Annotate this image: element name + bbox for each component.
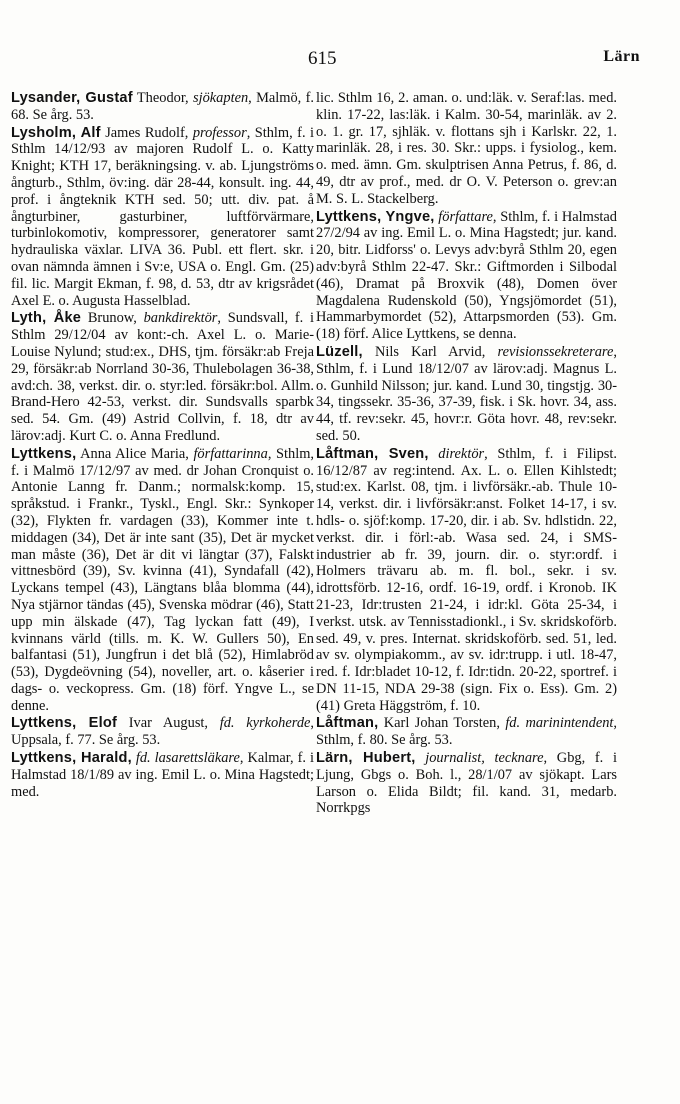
entry-headword: Låftman, Sven, <box>316 445 429 462</box>
page-header <box>0 46 680 76</box>
entry-occupation: professor <box>192 124 247 141</box>
entry-occupation: sjökapten <box>193 90 249 106</box>
entry-text: lic. Sthlm 16, 2. aman. o. und:läk. v. Seraf:las. med. klin. 17-22, las:läk. i Kalm. 30-54, marinläk. av 2. o. 1. gr. 17, sjhläk. v. flottans sjh i Karlskr. 22, 1. marinläk. 28, i res. 30. Skr.: upps. i fysiolog., kem. o. med. ämn. Gm. skulptrisen Anna Petrus, f. 86, d. 49, dtr av prof., med. dr O. V. Peterson o. grev:an M. S. L. Stackelberg. <box>316 90 617 207</box>
biography-entry <box>316 750 617 817</box>
entry-occupation: journalist, tecknare <box>425 750 544 767</box>
entry-given-names: Nils Karl Arvid, <box>362 343 498 360</box>
entry-given-names: Ivar August, <box>117 715 220 732</box>
entry-headword: Lüzell, <box>316 343 363 360</box>
biography-entry <box>316 446 617 715</box>
entry-headword: Lyttkens, Elof <box>11 715 118 732</box>
entry-given-names: Brunow, <box>81 310 144 327</box>
biography-entry <box>11 750 314 800</box>
right-column <box>316 90 617 817</box>
entry-text: , Sthlm, f. i Malmö 17/12/97 av med. dr Johan Cronquist o. Antonie Lanng fr. Danm.; normalsk:komp. 15, språkstud. i Frankr., Tyskl., Engl. Skr.: Synkoper (32), Flykten fr. vardagen (33), Kommer inte t. middagen (34), Det är inte sant (35), Det är mycket man måste (36), Det är dit vi längtar (37), Falskt vittnesbörd (39), Sv. kvinna (41), Syndafall (42), Lyckans tempel (43), Längtans blåa blomma (44), Nya stjärnor tändas (45), Svenska mödrar (46), Statt upp min älskade (47), Tag lyckan fatt (49), I kvinnans värld (tills. m. K. W. Gullers 50), En balfantasi (51), Jungfrun i det blå (52), Himlabröd (53), Dygdeövning (54), noveller, art. o. kåserier i dags- o. veckopress. Gm. (18) förf. Yngve L., se denne. <box>11 445 314 714</box>
entry-text: , Gbg, f. i Ljung, Gbgs o. Boh. l., 28/1/07 av sjökapt. Lars Larson o. Elida Bildt; fil. kand. 31, medarb. Norrkpgs <box>316 750 617 817</box>
guide-word: Lärn <box>603 48 640 65</box>
entry-headword: Lyttkens, Harald, <box>11 750 132 767</box>
entry-text: , Sthlm, f. i Sthlm 14/12/93 av majoren Rudolf L. o. Katty Knight; KTH 17, beräkningsing. v. ab. Ljungströms ångturb., Sthlm, öv:ing. där 28-44, konsult. ing. 44, prof. i ångteknik KTH sed. 50; utt. div. pat. å ångturbiner, gasturbiner, luftförvärmare, turbinlokomotiv, kompressorer, generatorer samt hydrauliska växlar. LIVA 36. Publ. ett flert. skr. i ovan nämnda ämnen i Sv:e, USA o. Engl. Gm. (25) fil. lic. Margit Ekman, f. 98, d. 53, dtr av krigsrådet Axel E. o. Augusta Hasselblad. <box>11 124 315 309</box>
entry-headword: Lärn, Hubert, <box>316 750 416 767</box>
biography-entry <box>11 446 314 715</box>
entry-given-names <box>416 750 426 766</box>
entry-text: , Sthlm, f. i Halmstad 27/2/94 av ing. Emil L. o. Mina Hagstedt; jur. kand. 20, bitr. Lidforss' o. Levys adv:byrå Sthlm 20, egen adv:byrå Sthlm 22-47. Skr.: Giftmorden i Silbodal (46), Dramat på Broxvik (48), Domen över Magdalena Rudenskold (50), Yngsjömordet (51), Hammarbymordet (52), Attarpsmorden (53). Gm. (18) förf. Alice Lyttkens, se denna. <box>316 208 617 343</box>
biography-entry <box>316 90 617 208</box>
entry-text: , Sundsvall, f. i Sthlm 29/12/04 av kont:-ch. Axel L. o. Marie-Louise Nylund; stud:ex., DHS, tjm. försäkr:ab Freja 29, försäkr:ab Norrland 30-36, Thulebolagen 36-38, avd:ch. 38, verkst. dir. o. styr:led. försäkr:bol. Allm. Brand-Hero 42-53, verkst. dir. Sundsvalls sparbk sed. 54. Gm. (49) Astrid Collvin, f. 18, dtr av lärov:adj. Kurt C. o. Anna Fredlund. <box>11 310 314 444</box>
entry-headword: Lyttkens, Yngve, <box>316 208 435 225</box>
entry-occupation: fd. kyrkoherde <box>219 715 311 732</box>
biography-entry <box>11 125 314 310</box>
entry-occupation: direktör <box>438 445 485 462</box>
page-number: 615 <box>308 48 337 69</box>
entry-headword: Lyth, Åke <box>11 310 82 327</box>
entry-text: , Sthlm, f. i Lund 18/12/07 av lärov:adj. Magnus L. o. Gunhild Nilsson; jur. kand. Lund 30, tingstjg. 30-34, tingssekr. 35-36, 37-39, fisk. i Sk. hovr. 34, ass. 44, tf. rev:sekr. 45, hovr:r. Göta hovr. 48, rev:sekr. sed. 50. <box>316 343 617 444</box>
entry-given-names: Theodor, <box>132 90 193 106</box>
entry-occupation: författare <box>438 208 493 225</box>
biography-entry <box>316 715 617 749</box>
biography-entry <box>11 310 314 444</box>
entry-text: , Sthlm, f. 80. Se årg. 53. <box>316 715 618 749</box>
entry-given-names: Anna Alice Maria, <box>76 445 194 462</box>
entry-occupation: fd. marinintendent <box>505 715 614 732</box>
entry-text: , Sthlm, f. i Filipst. 16/12/87 av reg:intend. Ax. L. o. Ellen Kihlstedt; stud:ex. Karlst. 08, tjm. i livförsäkr.-ab. Thule 10-14, verkst. dir. i livförsäkr:anst. Folket 14-17, i sv. hdls- o. sjöf:komp. 17-20, dir. i ab. Sv. hdlstidn. 22, verkst. dir. i förl:-ab. Wasa sed. 24, i SMS-industrier ab fr. 39, journ. dir. o. styr:ordf. i Holmers trävaru ab. m. fl. bol., sekr. i sv. idrottsförb. 12-16, ordf. 16-19, ordf. i Kronob. IK 21-23, Idr:trusten 21-24, i idr:kl. Göta 25-34, i verkst. utsk. av Tennisstadionkl., i Sv. skridskoförb. sed. 49, v. pres. Internat. skridskoförb. sed. 51, led. av sv. olympiakomm., av sv. idr:trupp. i utl. 18-47, red. f. Idr:bladet 10-12, f. Idr:tidn. 20-22, sportref. i DN 11-15, NDA 29-38 (sign. Fix o. Ess). Gm. 2) (41) Greta Häggström, f. 10. <box>316 445 617 714</box>
entry-given-names <box>429 446 439 462</box>
entry-given-names: Karl Johan Torsten, <box>378 715 506 732</box>
entry-text: , Malmö, f. 68. Se årg. 53. <box>11 90 314 123</box>
biography-entry <box>316 344 617 445</box>
biography-entry <box>11 715 314 749</box>
entry-occupation: författarinna <box>193 445 268 462</box>
biography-entry <box>316 209 617 343</box>
biography-entry <box>11 90 314 124</box>
entry-headword: Lysholm, Alf <box>11 124 101 141</box>
entry-text: , Uppsala, f. 77. Se årg. 53. <box>11 715 315 749</box>
entry-occupation: revisionssekreterare <box>497 343 614 360</box>
entry-headword: Lysander, Gustaf <box>11 90 133 106</box>
entry-headword: Låftman, <box>316 715 379 732</box>
entry-occupation: bankdirektör <box>143 310 218 327</box>
entry-given-names: James Rudolf, <box>100 124 193 141</box>
entry-text: , Kalmar, f. i Halmstad 18/1/89 av ing. Emil L. o. Mina Hagstedt; med. <box>11 750 314 800</box>
left-column <box>11 90 314 800</box>
entry-occupation: fd. lasarettsläkare <box>135 750 240 767</box>
entry-headword: Lyttkens, <box>11 445 77 462</box>
